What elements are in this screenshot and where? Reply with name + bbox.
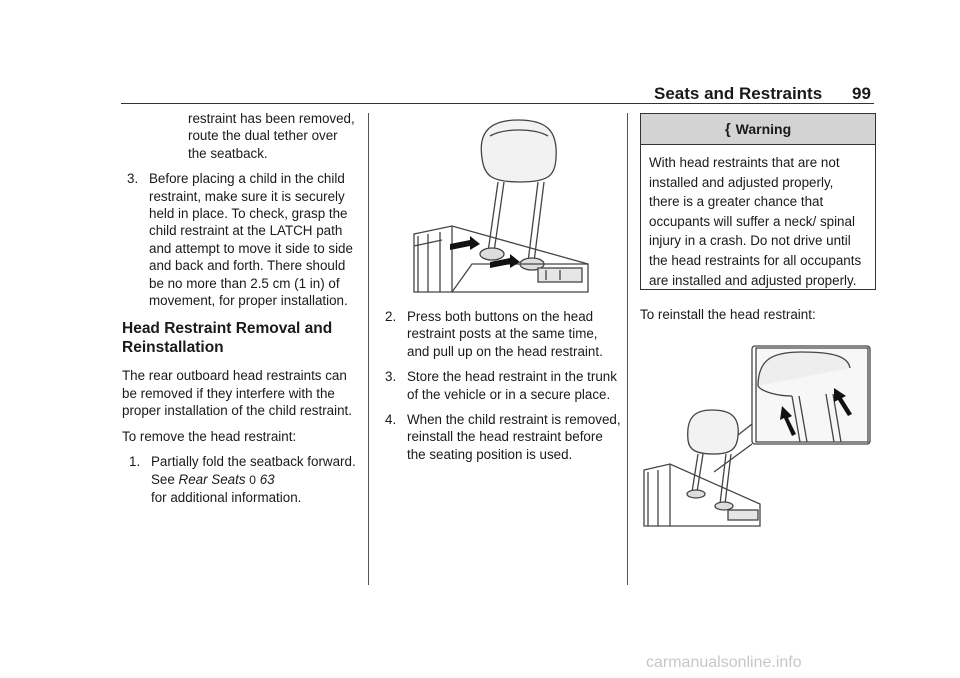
step-text: When the child restraint is removed, reinstall the head restraint before the seating position is used.: [407, 412, 621, 462]
section-heading: Head Restraint Removal and Reinstallation: [122, 320, 333, 357]
column-1: [122, 110, 358, 514]
warning-box: [640, 113, 876, 290]
step-number: 1.: [129, 454, 141, 470]
head-restraint-removal-illustration: [412, 116, 610, 294]
step-3: [127, 170, 358, 309]
paragraph: The rear outboard head restraints can be removed if they interfere with the proper installation of the child restraint.: [122, 368, 352, 419]
step-number: 3.: [127, 171, 139, 187]
step-4: [385, 411, 621, 463]
warning-title: Warning: [735, 121, 792, 137]
page-number: 99: [852, 84, 871, 103]
step-text-prefix: Partially fold the seatback forward. See: [151, 454, 356, 487]
head-restraint-reinstall-illustration: [642, 344, 874, 528]
step-text: Press both buttons on the head restraint posts at the same time, and pull up on the head restraint.: [407, 309, 603, 359]
column-divider-1: [368, 113, 369, 585]
paragraph: To reinstall the head restraint:: [640, 307, 816, 322]
paragraph: To remove the head restraint:: [122, 428, 297, 444]
warning-icon: {: [724, 120, 731, 138]
warning-header: [641, 114, 875, 145]
step-3: [385, 368, 621, 403]
cross-reference-link[interactable]: Rear Seats: [178, 471, 246, 487]
step-number: 4.: [385, 412, 397, 428]
step-text-suffix: for additional information.: [151, 489, 302, 505]
continued-text: restraint has been removed, route the dual tether over the seatback.: [188, 111, 355, 161]
page-reference-icon: 0: [249, 472, 256, 487]
warning-text: With head restraints that are not installed and adjusted properly, there is a greater chance that occupants will suffer a neck/ spinal injury in a crash. Do not drive until the head restraints for all occupants are installed and adjusted properly.: [649, 155, 862, 288]
reference-page-number: 63: [259, 471, 275, 487]
step-number: 2.: [385, 309, 397, 324]
step-number: 3.: [385, 369, 397, 385]
step-text: Store the head restraint in the trunk of the vehicle or in a secure place.: [407, 369, 617, 402]
watermark: carmanualsonline.info: [646, 654, 802, 671]
step-2: [385, 308, 621, 360]
column-2: [385, 308, 621, 471]
step-text: Before placing a child in the child restraint, make sure it is securely held in place. To check, grasp the child restraint at the LATCH path and attempt to move it side to side and back and forth. There should be no more than 2.5 cm (1 in) of movement, for proper installation.: [149, 171, 353, 309]
column-3-text: [640, 306, 874, 331]
step-1: [129, 453, 358, 506]
section-title: Seats and Restraints: [654, 84, 823, 103]
header-rule: [121, 103, 874, 104]
column-divider-2: [627, 113, 628, 585]
